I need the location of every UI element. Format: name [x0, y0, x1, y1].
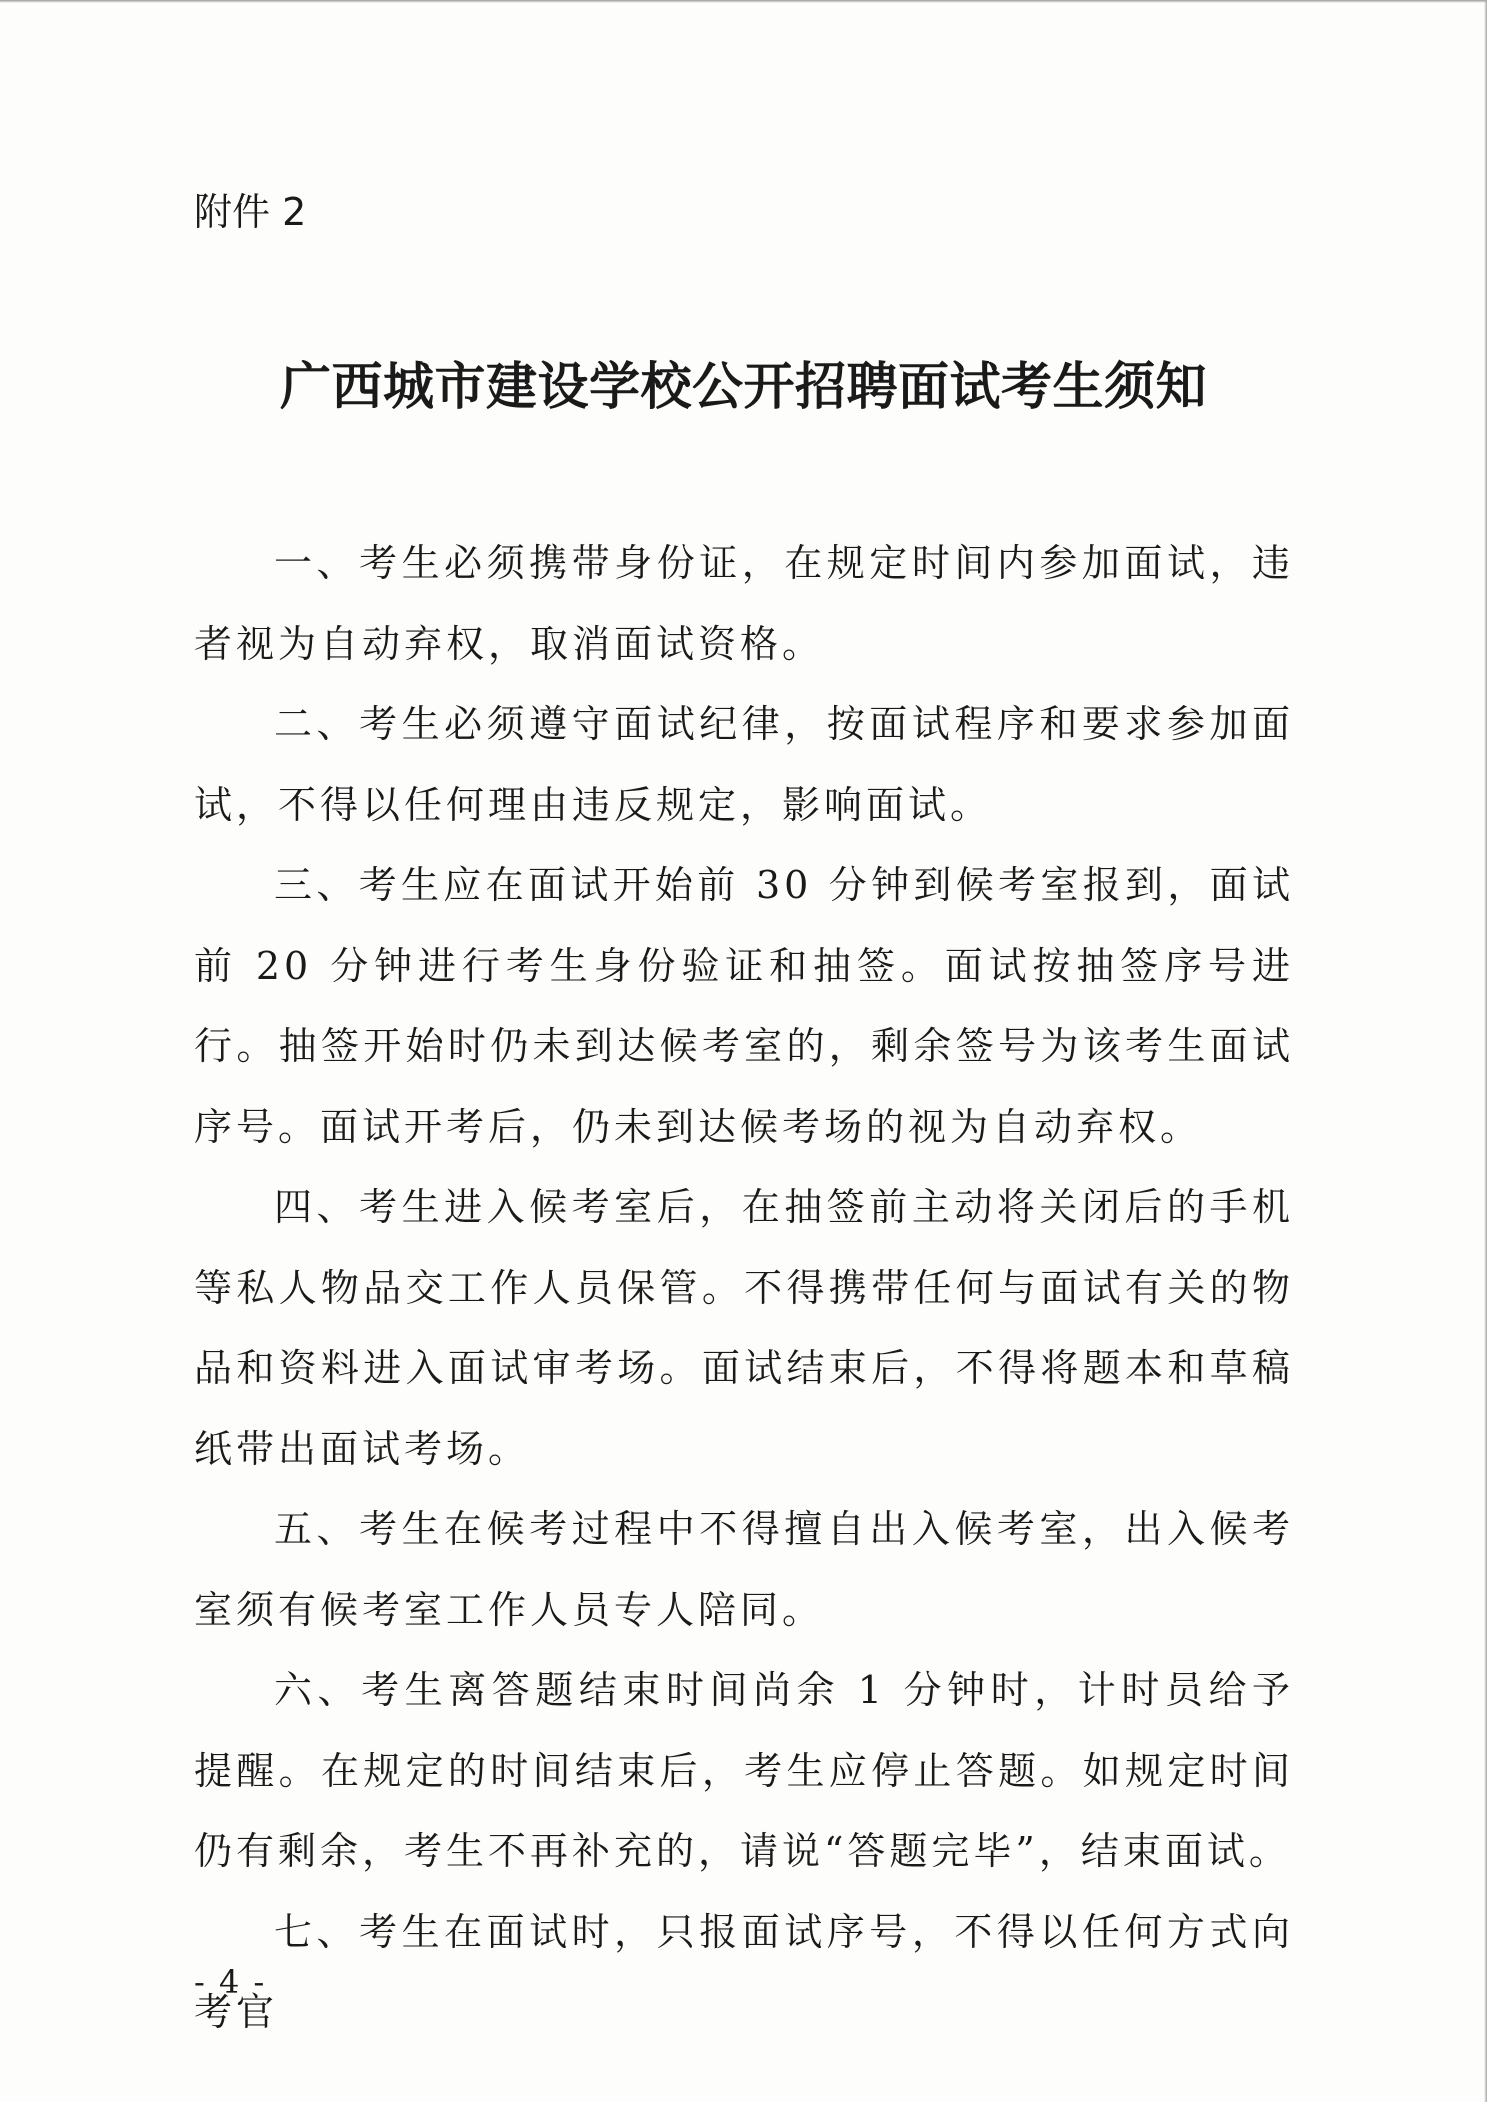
paragraph-5: 五、考生在候考过程中不得擅自出入候考室，出入候考室须有候考室工作人员专人陪同。 — [194, 1507, 1294, 1632]
attachment-label: 附件 2 — [194, 190, 307, 234]
scan-edge-top — [0, 0, 1487, 3]
paragraph-6: 六、考生离答题结束时间尚余 1 分钟时，计时员给予提醒。在规定的时间结束后，考生应停止答题。如规定时间仍有剩余，考生不再补充的，请说“答题完毕”，结束面试。 — [194, 1668, 1294, 1873]
paragraph-3: 三、考生应在面试开始前 30 分钟到候考室报到，面试前 20 分钟进行考生身份验证和抽签。面试按抽签序号进行。抽签开始时仍未到达候考室的，剩余签号为该考生面试序号。面试开考后，仍未到达候考场的视为自动弃权。 — [194, 863, 1294, 1149]
paragraph-4: 四、考生进入候考室后，在抽签前主动将关闭后的手机等私人物品交工作人员保管。不得携带任何与面试有关的物品和资料进入面试审考场。面试结束后，不得将题本和草稿纸带出面试考场。 — [194, 1185, 1294, 1471]
page-number: - 4 - — [194, 1963, 267, 2001]
document-title: 广西城市建设学校公开招聘面试考生须知 — [279, 357, 1207, 417]
paragraph-7: 七、考生在面试时，只报面试序号，不得以任何方式向考官 — [194, 1909, 1294, 2034]
document-body — [194, 523, 1294, 2053]
paragraph-2: 二、考生必须遵守面试纪律，按面试程序和要求参加面试，不得以任何理由违反规定，影响面试。 — [194, 702, 1294, 827]
paragraph-1: 一、考生必须携带身份证，在规定时间内参加面试，违者视为自动弃权，取消面试资格。 — [194, 541, 1294, 666]
